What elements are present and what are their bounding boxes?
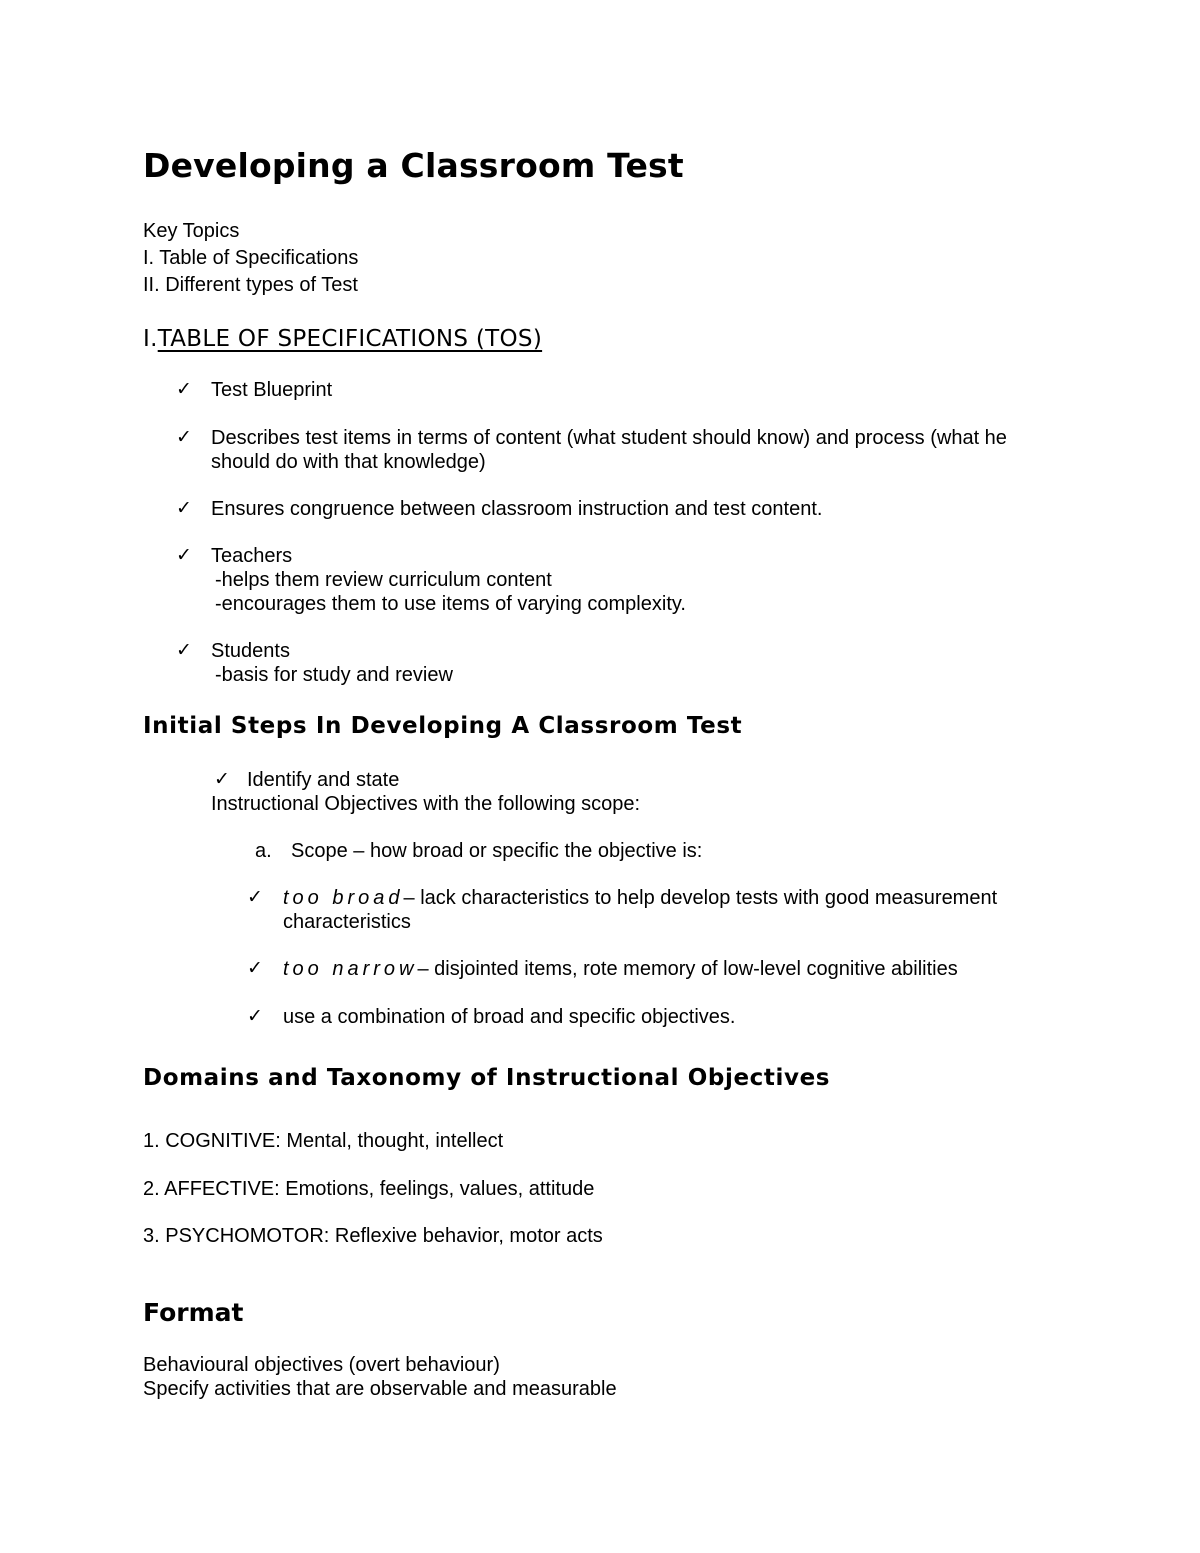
scope-item — [283, 957, 958, 981]
tos-sub-item: -helps them review curriculum content — [215, 569, 552, 591]
tos-heading-text: TABLE OF SPECIFICATIONS (TOS) — [157, 326, 543, 352]
tos-item: Teachers — [211, 545, 293, 567]
tos-item: Ensures congruence between classroom instruction and test content. — [211, 498, 823, 520]
format-line: Behavioural objectives (overt behaviour) — [143, 1354, 500, 1376]
tos-heading-prefix: I. — [143, 326, 158, 352]
format-heading: Format — [143, 1298, 244, 1327]
check-icon: ✓ — [176, 426, 192, 448]
check-icon: ✓ — [176, 378, 192, 400]
instructional-line: Instructional Objectives with the following scope: — [211, 793, 641, 815]
key-topic-item: II. Different types of Test — [143, 274, 358, 296]
scope-marker: a. — [255, 840, 272, 862]
domain-item: 2. AFFECTIVE: Emotions, feelings, values, attitude — [143, 1178, 595, 1200]
key-topics-heading: Key Topics — [143, 220, 240, 242]
scope-item — [283, 886, 997, 910]
key-topic-item: I. Table of Specifications — [143, 247, 359, 269]
tos-item: Test Blueprint — [211, 379, 333, 401]
tos-heading — [143, 326, 542, 352]
initial-steps-heading: Initial Steps In Developing A Classroom Test — [143, 713, 743, 739]
tos-sub-item: -encourages them to use items of varying complexity. — [215, 593, 686, 615]
tos-item: Describes test items in terms of content (what student should know) and process (what he — [211, 427, 1007, 449]
domain-item: 3. PSYCHOMOTOR: Reflexive behavior, motor acts — [143, 1225, 603, 1247]
scope-text: Scope – how broad or specific the objective is: — [291, 840, 703, 862]
tos-sub-item: -basis for study and review — [215, 664, 453, 686]
tos-item: Students — [211, 640, 290, 662]
check-icon: ✓ — [247, 957, 263, 979]
format-line: Specify activities that are observable and measurable — [143, 1378, 617, 1400]
domain-item: 1. COGNITIVE: Mental, thought, intellect — [143, 1130, 504, 1152]
check-icon: ✓ — [176, 544, 192, 566]
check-icon: ✓ — [247, 1005, 263, 1027]
check-icon: ✓ — [247, 886, 263, 908]
page-title: Developing a Classroom Test — [143, 146, 684, 185]
scope-term: too narrow — [283, 958, 418, 980]
scope-item-continued: characteristics — [283, 911, 411, 933]
check-icon: ✓ — [214, 768, 230, 790]
scope-item: use a combination of broad and specific objectives. — [283, 1006, 736, 1028]
scope-desc: – disjointed items, rote memory of low-level cognitive abilities — [417, 958, 958, 980]
check-icon: ✓ — [176, 497, 192, 519]
identify-line: Identify and state — [247, 769, 400, 791]
scope-term: too broad — [283, 887, 404, 909]
tos-item-continued: should do with that knowledge) — [211, 451, 486, 473]
check-icon: ✓ — [176, 639, 192, 661]
scope-desc: – lack characteristics to help develop tests with good measurement — [403, 887, 998, 909]
domains-heading: Domains and Taxonomy of Instructional Objectives — [143, 1065, 831, 1091]
